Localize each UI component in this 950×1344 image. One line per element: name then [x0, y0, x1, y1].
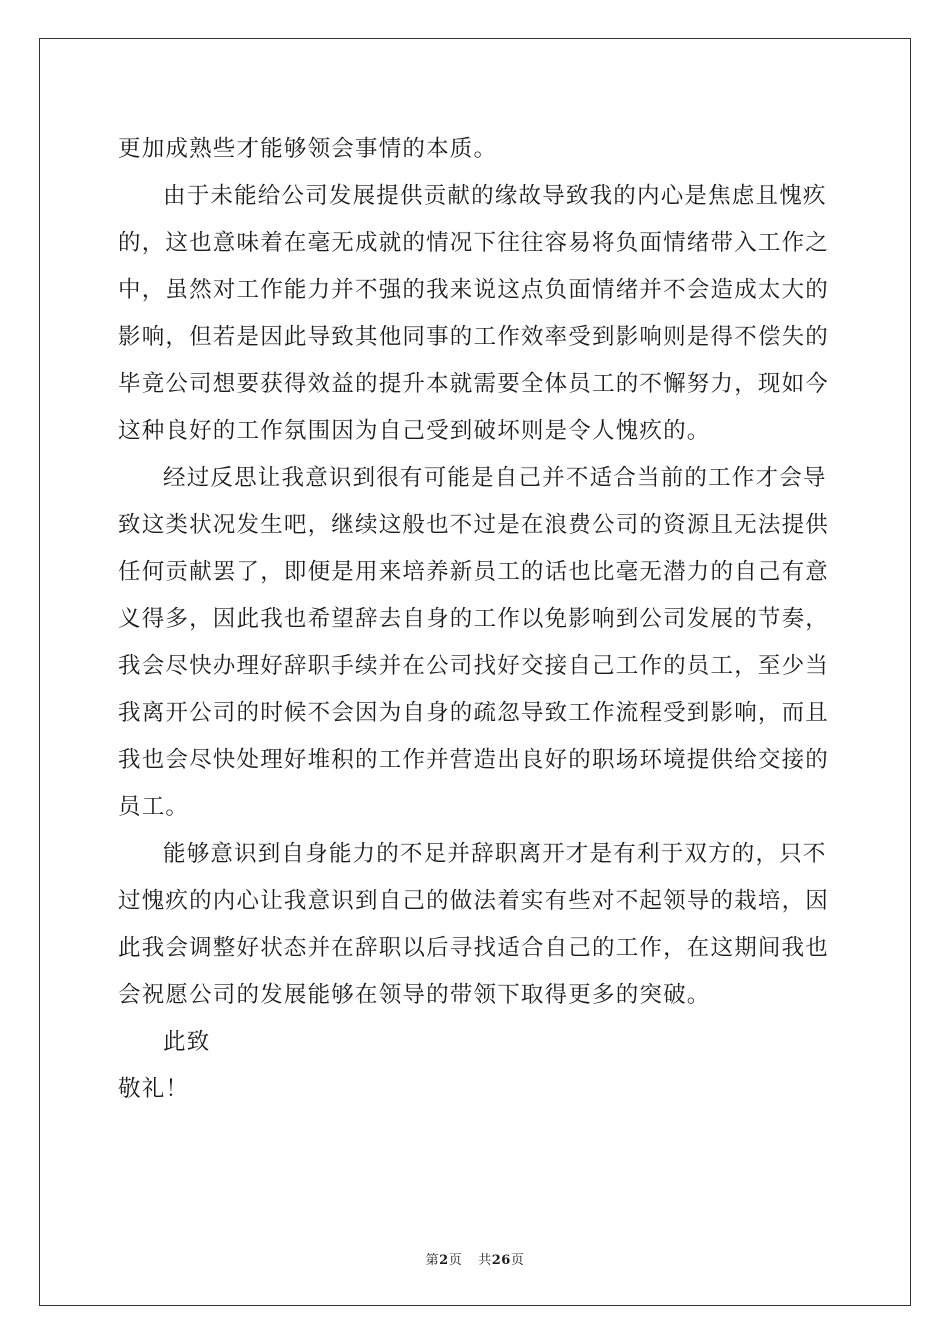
page-prefix: 第	[425, 1253, 440, 1268]
text-line: 影响，但若是因此导致其他同事的工作效率受到影响则是得不偿失的	[118, 324, 830, 350]
text-line: 义得多，因此我也希望辞去自身的工作以免影响到公司发展的节奏，	[118, 606, 830, 632]
text-line: 我离开公司的时候不会因为自身的疏忽导致工作流程受到影响，而且	[118, 700, 830, 726]
text-line: 致这类状况发生吧，继续这般也不过是在浪费公司的资源且无法提供	[118, 512, 830, 538]
page-number: 2	[439, 1253, 449, 1268]
text-line: 员工。	[118, 794, 190, 820]
text-line: 由于未能给公司发展提供贡献的缘故导致我的内心是焦虑且愧疚	[163, 183, 827, 209]
text-line: 敬礼！	[118, 1076, 190, 1102]
closing-salutation	[118, 1019, 834, 1066]
page-footer	[0, 1249, 950, 1268]
letter-body	[118, 126, 834, 1113]
paragraph-4	[118, 831, 834, 1019]
text-line: 经过反思让我意识到很有可能是自己并不适合当前的工作才会导	[163, 465, 827, 491]
total-prefix: 共	[478, 1253, 492, 1268]
text-line: 能够意识到自身能力的不足并辞职离开才是有利于双方的，只不	[163, 841, 827, 867]
closing-regards	[118, 1066, 834, 1113]
text-line: 我会尽快办理好辞职手续并在公司找好交接自己工作的员工，至少当	[118, 653, 830, 679]
page-suffix: 页	[448, 1253, 463, 1268]
text-line: 过愧疚的内心让我意识到自己的做法着实有些对不起领导的栽培，因	[118, 888, 830, 914]
text-line: 的，这也意味着在毫无成就的情况下往往容易将负面情绪带入工作之	[118, 230, 830, 256]
paragraph-1	[118, 126, 834, 173]
text-line: 会祝愿公司的发展能够在领导的带领下取得更多的突破。	[118, 982, 711, 1008]
total-suffix: 页	[510, 1253, 525, 1268]
text-line: 毕竟公司想要获得效益的提升本就需要全体员工的不懈努力，现如今	[118, 371, 830, 397]
text-line: 我也会尽快处理好堆积的工作并营造出良好的职场环境提供给交接的	[118, 747, 830, 773]
total-pages: 26	[491, 1253, 511, 1268]
paragraph-3	[118, 455, 834, 831]
text-line: 任何贡献罢了，即便是用来培养新员工的话也比毫无潜力的自己有意	[118, 559, 830, 585]
text-line: 此我会调整好状态并在辞职以后寻找适合自己的工作，在这期间我也	[118, 935, 830, 961]
paragraph-2	[118, 173, 834, 455]
text-line: 中，虽然对工作能力并不强的我来说这点负面情绪并不会造成太大的	[118, 277, 830, 303]
text-line: 此致	[163, 1029, 211, 1055]
text-line: 更加成熟些才能够领会事情的本质。	[118, 136, 498, 162]
text-line: 这种良好的工作氛围因为自己受到破坏则是令人愧疚的。	[118, 418, 711, 444]
